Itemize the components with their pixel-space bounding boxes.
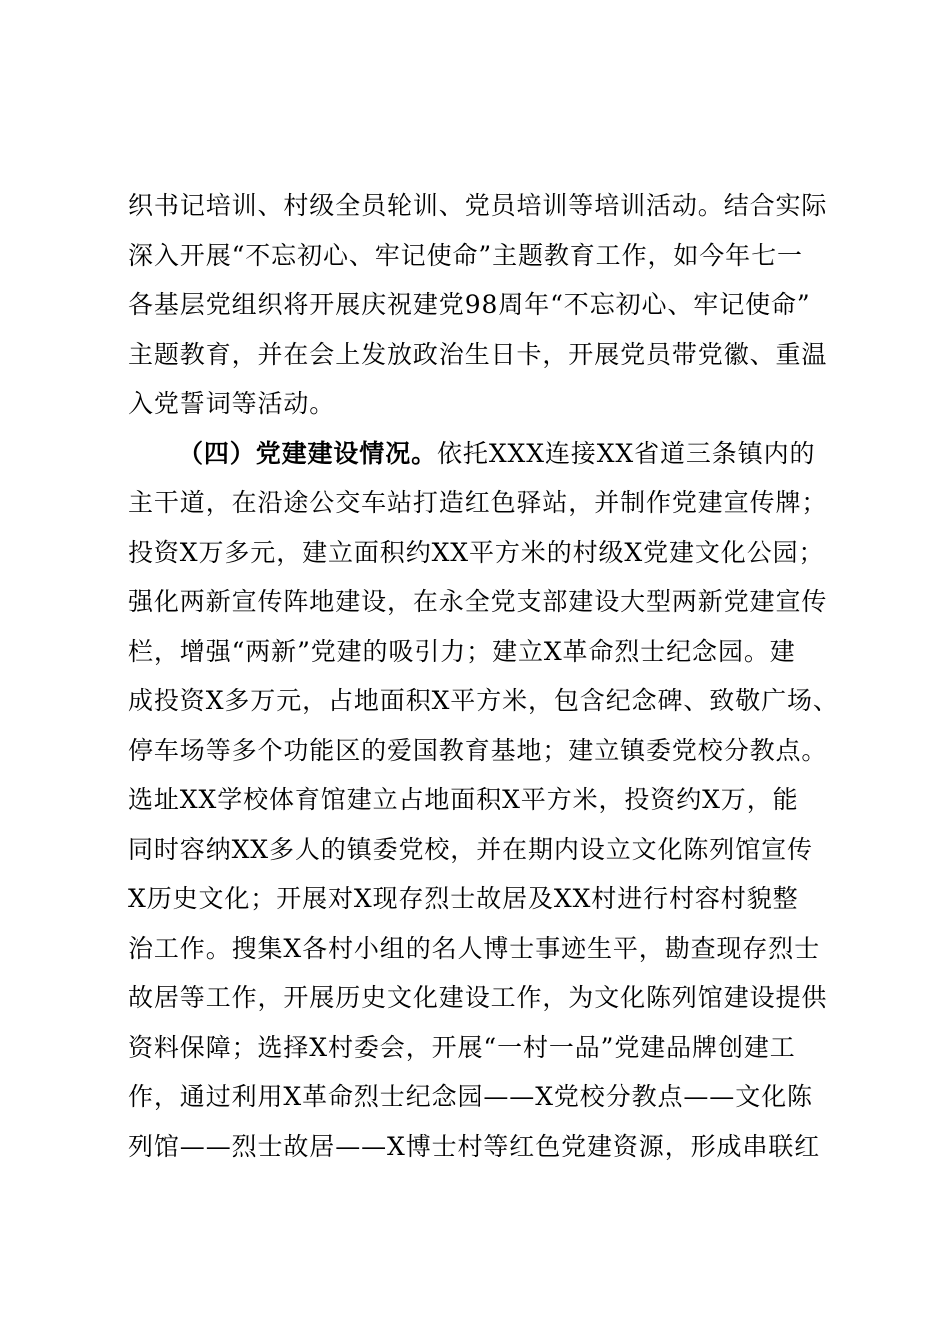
paragraph-1-line: 各基层党组织将开展庆祝建党98周年“不忘初心、牢记使命” (128, 290, 811, 319)
section-4-heading: （四）党建建设情况。 (178, 438, 438, 468)
section-4-first-line (128, 429, 848, 479)
section-4-line: 停车场等多个功能区的爱国教育基地；建立镇委党校分教点。 (128, 735, 828, 765)
paragraph-1-line: 入党誓词等活动。 (128, 389, 336, 418)
section-4-first-line-text: 依托XXX连接XX省道三条镇内的 (437, 438, 816, 468)
section-4-line: 同时容纳XX多人的镇委党校，并在期内设立文化陈列馆宣传 (128, 834, 813, 864)
section-4-line: 投资X万多元，建立面积约XX平方米的村级X党建文化公园； (128, 537, 825, 567)
section-4-line: 栏，增强“两新”党建的吸引力；建立X革命烈士纪念园。建 (128, 636, 796, 666)
section-4-line: 治工作。搜集X各村小组的名人博士事迹生平，勘查现存烈士 (128, 933, 821, 963)
document-body (128, 181, 848, 1171)
section-4-line: 成投资X多万元，占地面积X平方米，包含纪念碑、致敬广场、 (128, 686, 839, 715)
section-4-line: X历史文化；开展对X现存烈士故居及XX村进行村容村貌整 (128, 884, 799, 913)
section-4-line: 故居等工作，开展历史文化建设工作，为文化陈列馆建设提供 (128, 983, 828, 1012)
section-4-line: 强化两新宣传阵地建设，在永全党支部建设大型两新党建宣传 (128, 587, 828, 616)
paragraph-1-line: 主题教育，并在会上发放政治生日卡，开展党员带党徽、重温 (128, 339, 828, 369)
paragraph-1-line: 织书记培训、村级全员轮训、党员培训等培训活动。结合实际 (128, 191, 828, 220)
section-4-line: 作，通过利用X革命烈士纪念园——X党校分教点——文化陈 (128, 1082, 813, 1111)
section-4-line: 资料保障；选择X村委会，开展“一村一品”党建品牌创建工 (128, 1032, 796, 1062)
section-4-line: 选址XX学校体育馆建立占地面积X平方米，投资约X万，能 (128, 785, 799, 814)
paragraph-1-line: 深入开展“不忘初心、牢记使命”主题教育工作，如今年七一 (128, 240, 803, 270)
section-4-line: 主干道，在沿途公交车站打造红色驿站，并制作党建宣传牌； (128, 488, 828, 517)
section-4-line: 列馆——烈士故居——X博士村等红色党建资源，形成串联红 (128, 1131, 821, 1161)
